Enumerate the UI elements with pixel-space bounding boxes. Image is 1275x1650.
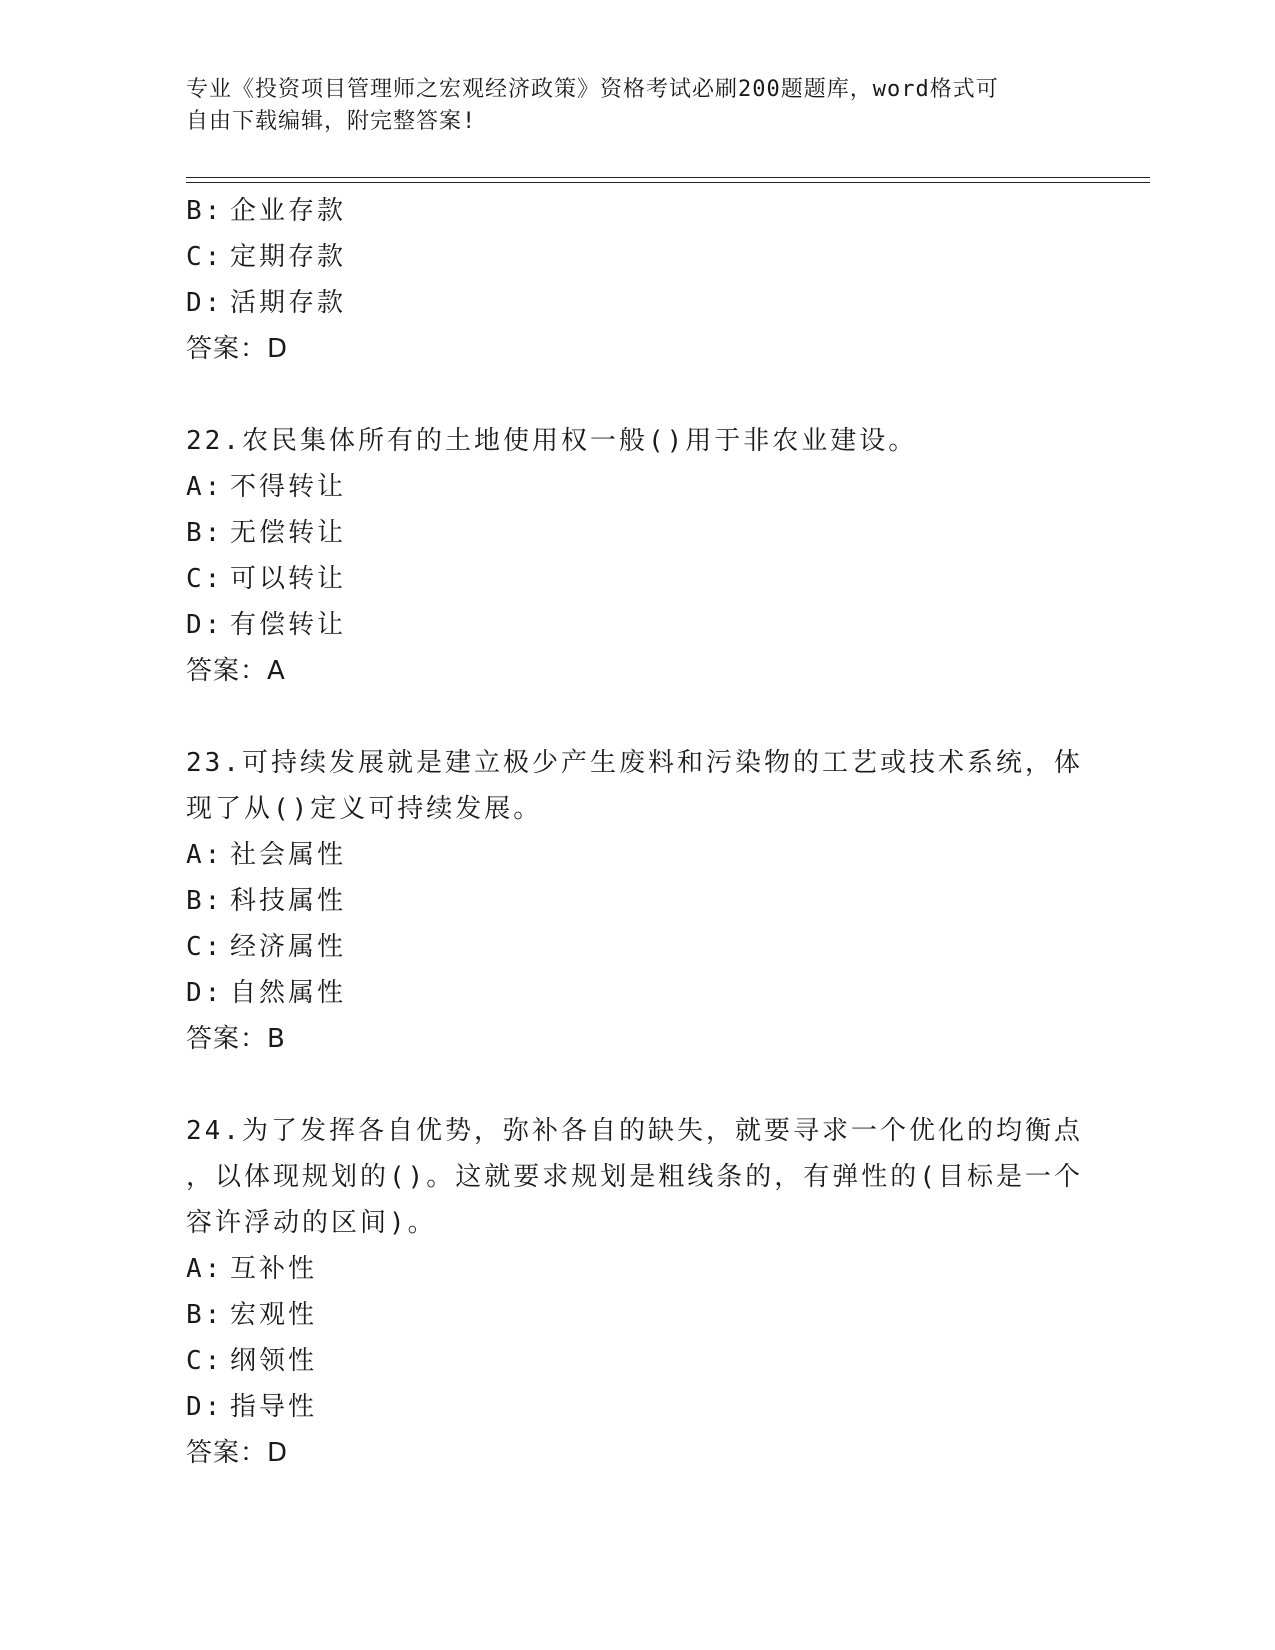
option-text: 不得转让 (230, 472, 347, 502)
spacer (186, 1062, 1086, 1108)
option-c (186, 1338, 1086, 1384)
option-c (186, 556, 1086, 602)
option-text: 定期存款 (230, 242, 347, 272)
option-b (186, 188, 1086, 234)
option-label: C: (186, 1346, 224, 1376)
option-c (186, 234, 1086, 280)
option-label: D: (186, 978, 224, 1008)
document-header (186, 74, 1066, 138)
option-label: C: (186, 242, 224, 272)
option-text: 经济属性 (230, 932, 347, 962)
question-24 (186, 1108, 1086, 1476)
header-line-1: 专业《投资项目管理师之宏观经济政策》资格考试必刷200题题库，word格式可 (186, 77, 999, 102)
option-b (186, 1292, 1086, 1338)
document-body (186, 188, 1086, 1476)
option-text: 社会属性 (230, 840, 347, 870)
option-label: A: (186, 840, 224, 870)
option-label: D: (186, 610, 224, 640)
question-text: 22.农民集体所有的土地使用权一般()用于非农业建设。 (186, 426, 918, 456)
option-d (186, 602, 1086, 648)
option-a (186, 464, 1086, 510)
option-b (186, 878, 1086, 924)
option-label: B: (186, 1300, 224, 1330)
option-text: 活期存款 (230, 288, 347, 318)
option-text: 纲领性 (230, 1346, 318, 1376)
option-label: C: (186, 564, 224, 594)
question-23 (186, 740, 1086, 1062)
option-a (186, 832, 1086, 878)
option-d (186, 280, 1086, 326)
header-rule-bottom (186, 182, 1150, 183)
question-22 (186, 418, 1086, 694)
option-label: B: (186, 886, 224, 916)
option-text: 指导性 (230, 1392, 318, 1422)
answer: 答案：B (186, 1024, 286, 1054)
option-text: 企业存款 (230, 196, 347, 226)
option-text: 有偿转让 (230, 610, 347, 640)
header-line-2: 自由下载编辑，附完整答案! (186, 109, 477, 134)
question-text-line-1: 23.可持续发展就是建立极少产生废料和污染物的工艺或技术系统，体 (186, 748, 1083, 778)
option-label: C: (186, 932, 224, 962)
question-21-tail (186, 188, 1086, 372)
option-text: 宏观性 (230, 1300, 318, 1330)
question-text-line-3: 容许浮动的区间)。 (186, 1208, 437, 1238)
spacer (186, 694, 1086, 740)
header-rule-top (186, 177, 1150, 178)
option-label: D: (186, 288, 224, 318)
option-text: 无偿转让 (230, 518, 347, 548)
option-a (186, 1246, 1086, 1292)
spacer (186, 372, 1086, 418)
option-label: A: (186, 472, 224, 502)
option-text: 互补性 (230, 1254, 318, 1284)
option-label: B: (186, 518, 224, 548)
question-text-line-1: 24.为了发挥各自优势，弥补各自的缺失，就要寻求一个优化的均衡点 (186, 1116, 1083, 1146)
option-d (186, 970, 1086, 1016)
answer: 答案：D (186, 1438, 289, 1468)
option-c (186, 924, 1086, 970)
option-b (186, 510, 1086, 556)
option-text: 科技属性 (230, 886, 347, 916)
option-label: B: (186, 196, 224, 226)
option-label: D: (186, 1392, 224, 1422)
answer: 答案：D (186, 334, 289, 364)
question-text-line-2: ，以体现规划的()。这就要求规划是粗线条的，有弹性的(目标是一个 (186, 1162, 1083, 1192)
option-text: 可以转让 (230, 564, 347, 594)
option-text: 自然属性 (230, 978, 347, 1008)
question-text-line-2: 现了从()定义可持续发展。 (186, 794, 543, 824)
option-d (186, 1384, 1086, 1430)
option-label: A: (186, 1254, 224, 1284)
answer: 答案：A (186, 656, 286, 686)
